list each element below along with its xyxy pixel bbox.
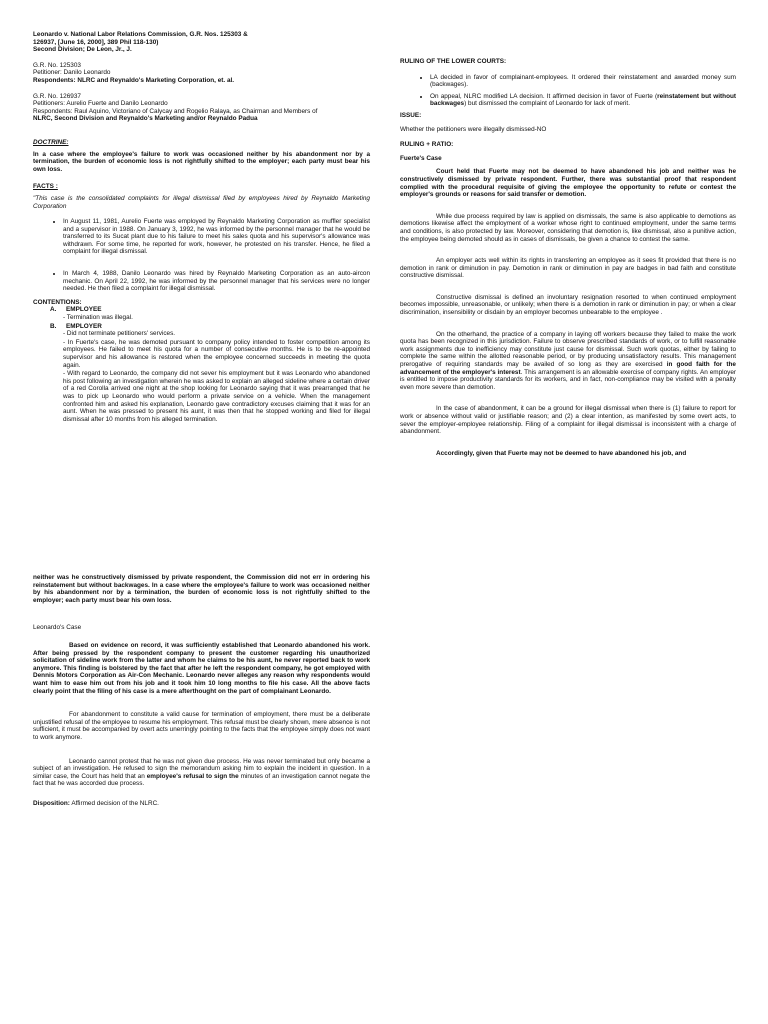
lower-courts-bullet-la: • LA decided in favor of complainant-employees. It ordered their reinstatement and awarded money sum (backwages). xyxy=(430,74,736,89)
facts-bullet-leonardo: • In March 4, 1988, Danilo Leonardo was hired by Reynaldo Marketing Corporation as an auto-aircon mechanic. On April 22, 1992, he was informed by the personnel manager that his services were no longer needed. He then filed a complaint for illegal dismissal. xyxy=(63,270,370,293)
gr2-respondents-2: NLRC, Second Division and Reynaldo's Marketing and/or Reynaldo Padua xyxy=(33,115,258,123)
gr2-number: G.R. No. 126937 xyxy=(33,92,81,100)
contention-a-label: A. xyxy=(50,306,57,314)
facts-bullet-fuerte: • In August 11, 1981, Aurelio Fuerte was employed by Reynaldo Marketing Corporation as muffler specialist and a supervisor in 1988. On January 3, 1992, he was informed by the personnel manager that he would be transferred to its Sucat plant due to his failure to meet his sales quota and his supervisor's allowance was withdrawn. For some time, he reported for work, however, he protested on his transfer. Hence, he filed a complaint for illegal dismissal. xyxy=(63,218,370,256)
case-title-line1: Leonardo v. National Labor Relations Commission, G.R. Nos. 125303 & xyxy=(33,31,248,38)
doctrine-heading: DOCTRINE: xyxy=(33,138,69,146)
contention-b-title: EMPLOYER xyxy=(66,322,102,330)
contention-b-item-1: - Did not terminate petitioners' services. xyxy=(63,330,176,338)
disposition-text: Affirmed decision of the NLRC. xyxy=(69,799,159,807)
ruling-para-7: Accordingly, given that Fuerte may not be deemed to have abandoned his job, and xyxy=(436,449,687,457)
doctrine-text: In a case where the employee's failure to work was occasioned neither by his abandonment nor by a termination, the burden of economic loss is not rightfully shifted to the employer; each party must bear his own loss. xyxy=(33,150,370,173)
case-title-line2: 126937, [June 16, 2000], 389 Phil 118-130) xyxy=(33,38,159,46)
disposition xyxy=(33,800,370,808)
lower-courts-bullet-nlrc xyxy=(430,93,736,108)
lower-courts-heading: RULING OF THE LOWER COURTS: xyxy=(400,58,507,65)
leonardo-para-1: Based on evidence on record, it was sufficiently established that Leonardo abandoned his work. After being pressed by the respondent company to present the customer regarding his unauthorized solicitation of sideline work from the latter and whom he claims to be his aunt, he never reported back to work anymore. This finding is bolstered by the fact that after he left the respondent company, he got employed with Dennis Motors Corporation as Air-Con Mechanic. Leonardo never alleges any reason why respondents would want him to ease him out from his job and it took him 10 long months to file his case. All the above facts clearly point that the filing of his case is a mere afterthought on the part of complainant Leonardo. xyxy=(33,641,370,695)
leonardo-para-3 xyxy=(33,758,370,788)
ruling-para-2: While due process required by law is applied on dismissals, the same is also applicable to demotions as demotions likewise affect the employment of a worker whose right to continued employment, under the same terms and conditions, is also protected by law. Moreover, considering that demotion is, like dismissal, also a punitive action, the employee being demoted should as in cases of dismissals, be given a chance to contest the same. xyxy=(400,212,736,243)
contention-a-heading xyxy=(33,306,370,314)
ruling-para-3: An employer acts well within its rights in transferring an employee as it sees fit provided that there is no demotion in rank or diminution in pay. Demotion in rank or diminution in pay are badges in bad faith and constitute constructive dismissal. xyxy=(400,257,736,280)
disposition-label: Disposition: xyxy=(33,799,70,807)
leonardo-para-2: For abandonment to constitute a valid cause for termination of employment, there must be a deliberate unjustified refusal of the employee to resume his employment. This refusal must be clearly shown, mere absence is not sufficient, it must be accompanied by overt acts unerringly pointing to the facts that the employee simply does not want to work anymore. xyxy=(33,711,370,741)
facts-heading: FACTS : xyxy=(33,183,58,191)
nlrc-text-bold: reinstatement but without backwages xyxy=(430,92,737,108)
contention-b-item-2: - In Fuerte's case, he was demoted pursuant to company policy intended to foster competition among its employees. He failed to meet his quota for a number of consecutive months. He is to be re-appointed supervisor and his allowance is restored when the employee concerned succeeds in meeting the quota again. xyxy=(63,338,370,369)
facts-list xyxy=(33,218,370,256)
contention-a-item: - Termination was illegal. xyxy=(63,314,133,322)
gr2-respondents-1: Respondents: Raul Aquino, Victoriano of Calycay and Rogelio Ralaya, as Chairman and Members of xyxy=(33,107,318,115)
contention-b-items xyxy=(33,330,370,423)
ruling-para-6: In the case of abandonment, it can be a ground for illegal dismissal when there is (1) failure to report for work or absence without valid or justifiable reason; and (2) a clear intention, as manifested by some overt acts, to sever the employer-employee relationship. Filing of a complaint for illegal dismissal is inconsistent with a charge of abandonment. xyxy=(400,405,736,436)
facts-intro: "This case is the consolidated complaints for illegal dismissal filed by employees hired by Reynaldo Marketing Corporation xyxy=(33,194,370,210)
ruling-para-4: Constructive dismissal is defined an involuntary resignation resorted to when continued employment becomes impossible, unreasonable, or unlikely; when there is a demotion in rank or diminution in pay; or when a clear discrimination, insensibility or disdain by an employer becomes unbearable to the employee . xyxy=(400,293,736,317)
lpara3-c: minutes of an investigation cannot negate the fact that he was accorded due process. xyxy=(33,772,371,788)
facts-list-2 xyxy=(33,270,370,293)
left-column xyxy=(33,31,370,424)
nlrc-text-a: On appeal, NLRC modified LA decision. It affirmed decision in favor of Fuerte ( xyxy=(430,92,658,100)
gr1-number: G.R. No. 125303 xyxy=(33,61,81,69)
page2-column xyxy=(33,574,370,813)
contention-a-items xyxy=(33,314,370,322)
contention-b-label: B. xyxy=(50,322,57,330)
contention-b-item-3: - With regard to Leonardo, the company did not sever his employment but it was Leonardo who abandoned his post following an investigation wherein he was asked to explain an alleged sideline where a certain driver of a red Corolla arrived one night at the shop looking for Leonardo saying that it was prearranged that he was to pick up Leonardo who would perform a private service on a vehicle. When the management confronted him and asked his explanation, Leonardo gave contradictory excuses claiming that it was for an aunt. When he was pressed to present his aunt, it was then that he stopped working and filed for illegal dismissal after 10 months from his alleged termination. xyxy=(63,370,370,423)
lower-courts-list xyxy=(400,74,736,108)
contention-a-title: EMPLOYEE xyxy=(66,306,102,314)
gr2-petitioners: Petitioners: Aurelio Fuerte and Danilo Leonardo xyxy=(33,100,168,108)
fuerte-case-heading: Fuerte's Case xyxy=(400,154,442,162)
ruling-para-1: Court held that Fuerte may not be deemed to have abandoned his job and neither was he constructively dismissed by private respondent. Further, there was substantial proof that respondent complied with the procedural requisite of giving the employee the opportunity to refute or contest the employer's grounds or reasons for said transfer or demotion. xyxy=(400,168,736,199)
gr1-respondents: Respondents: NLRC and Reynaldo's Marketing Corporation, et. al. xyxy=(33,76,235,84)
continuation-text: neither was he constructively dismissed by private respondent, the Commission did not err in ordering his reinstatement but without backwages. In a case where the employee's failure to work was occasioned neither by his abandonment nor by a termination, the burden of economic loss is not rightfully shifted to the employer; each party must bear his own loss. xyxy=(33,574,370,604)
contentions-heading: CONTENTIONS: xyxy=(33,298,82,306)
ruling-para-5 xyxy=(400,331,736,392)
lpara3-a: Leonardo cannot protest that he was not given due process. He was never terminated but only became a subject of an investigation. He refused to sign the memorandum asking him to explain the incident in question. In a similar case, the Court has held that an xyxy=(33,757,370,780)
para5-c: . This arrangement is an allowable exercise of company rights. An employer is entitled to impose productivity standards for its workers, and in fact, non-compliance may be visited with a penalty even more severe than demotion. xyxy=(400,368,737,391)
issue-heading: ISSUE: xyxy=(400,111,422,119)
right-column xyxy=(400,58,736,463)
case-title-line3: Second Division; De Leon, Jr., J. xyxy=(33,46,132,54)
ruling-heading: RULING + RATIO: xyxy=(400,141,454,149)
para5-bold: in good faith for the advancement of the employer's interest xyxy=(400,361,736,376)
gr1-petitioner: Petitioner: Danilo Leonardo xyxy=(33,69,111,77)
nlrc-text-c: ) but dismissed the complaint of Leonardo for lack of merit. xyxy=(464,100,630,108)
lpara3-bold: employee's refusal to sign the xyxy=(146,772,239,780)
leonardo-case-heading: Leonardo's Case xyxy=(33,624,82,632)
issue-text: Whether the petitioners were illegally dismissed-NO xyxy=(400,125,547,133)
contention-b-heading xyxy=(33,323,370,331)
para5-a: On the otherhand, the practice of a company in laying off workers because they failed to make the work quota has been recognized in this jurisdiction. Failure to observe prescribed standards of work, or to fulfill reasonable work assignments due to inefficiency may constitute just cause for dismissal. Such work quotas, either by failing to complete the same within the allotted reasonable period, or by producing unsatisfactory results. This management prerogative of requiring standards may be availed of so long as they are exercised xyxy=(400,330,736,369)
